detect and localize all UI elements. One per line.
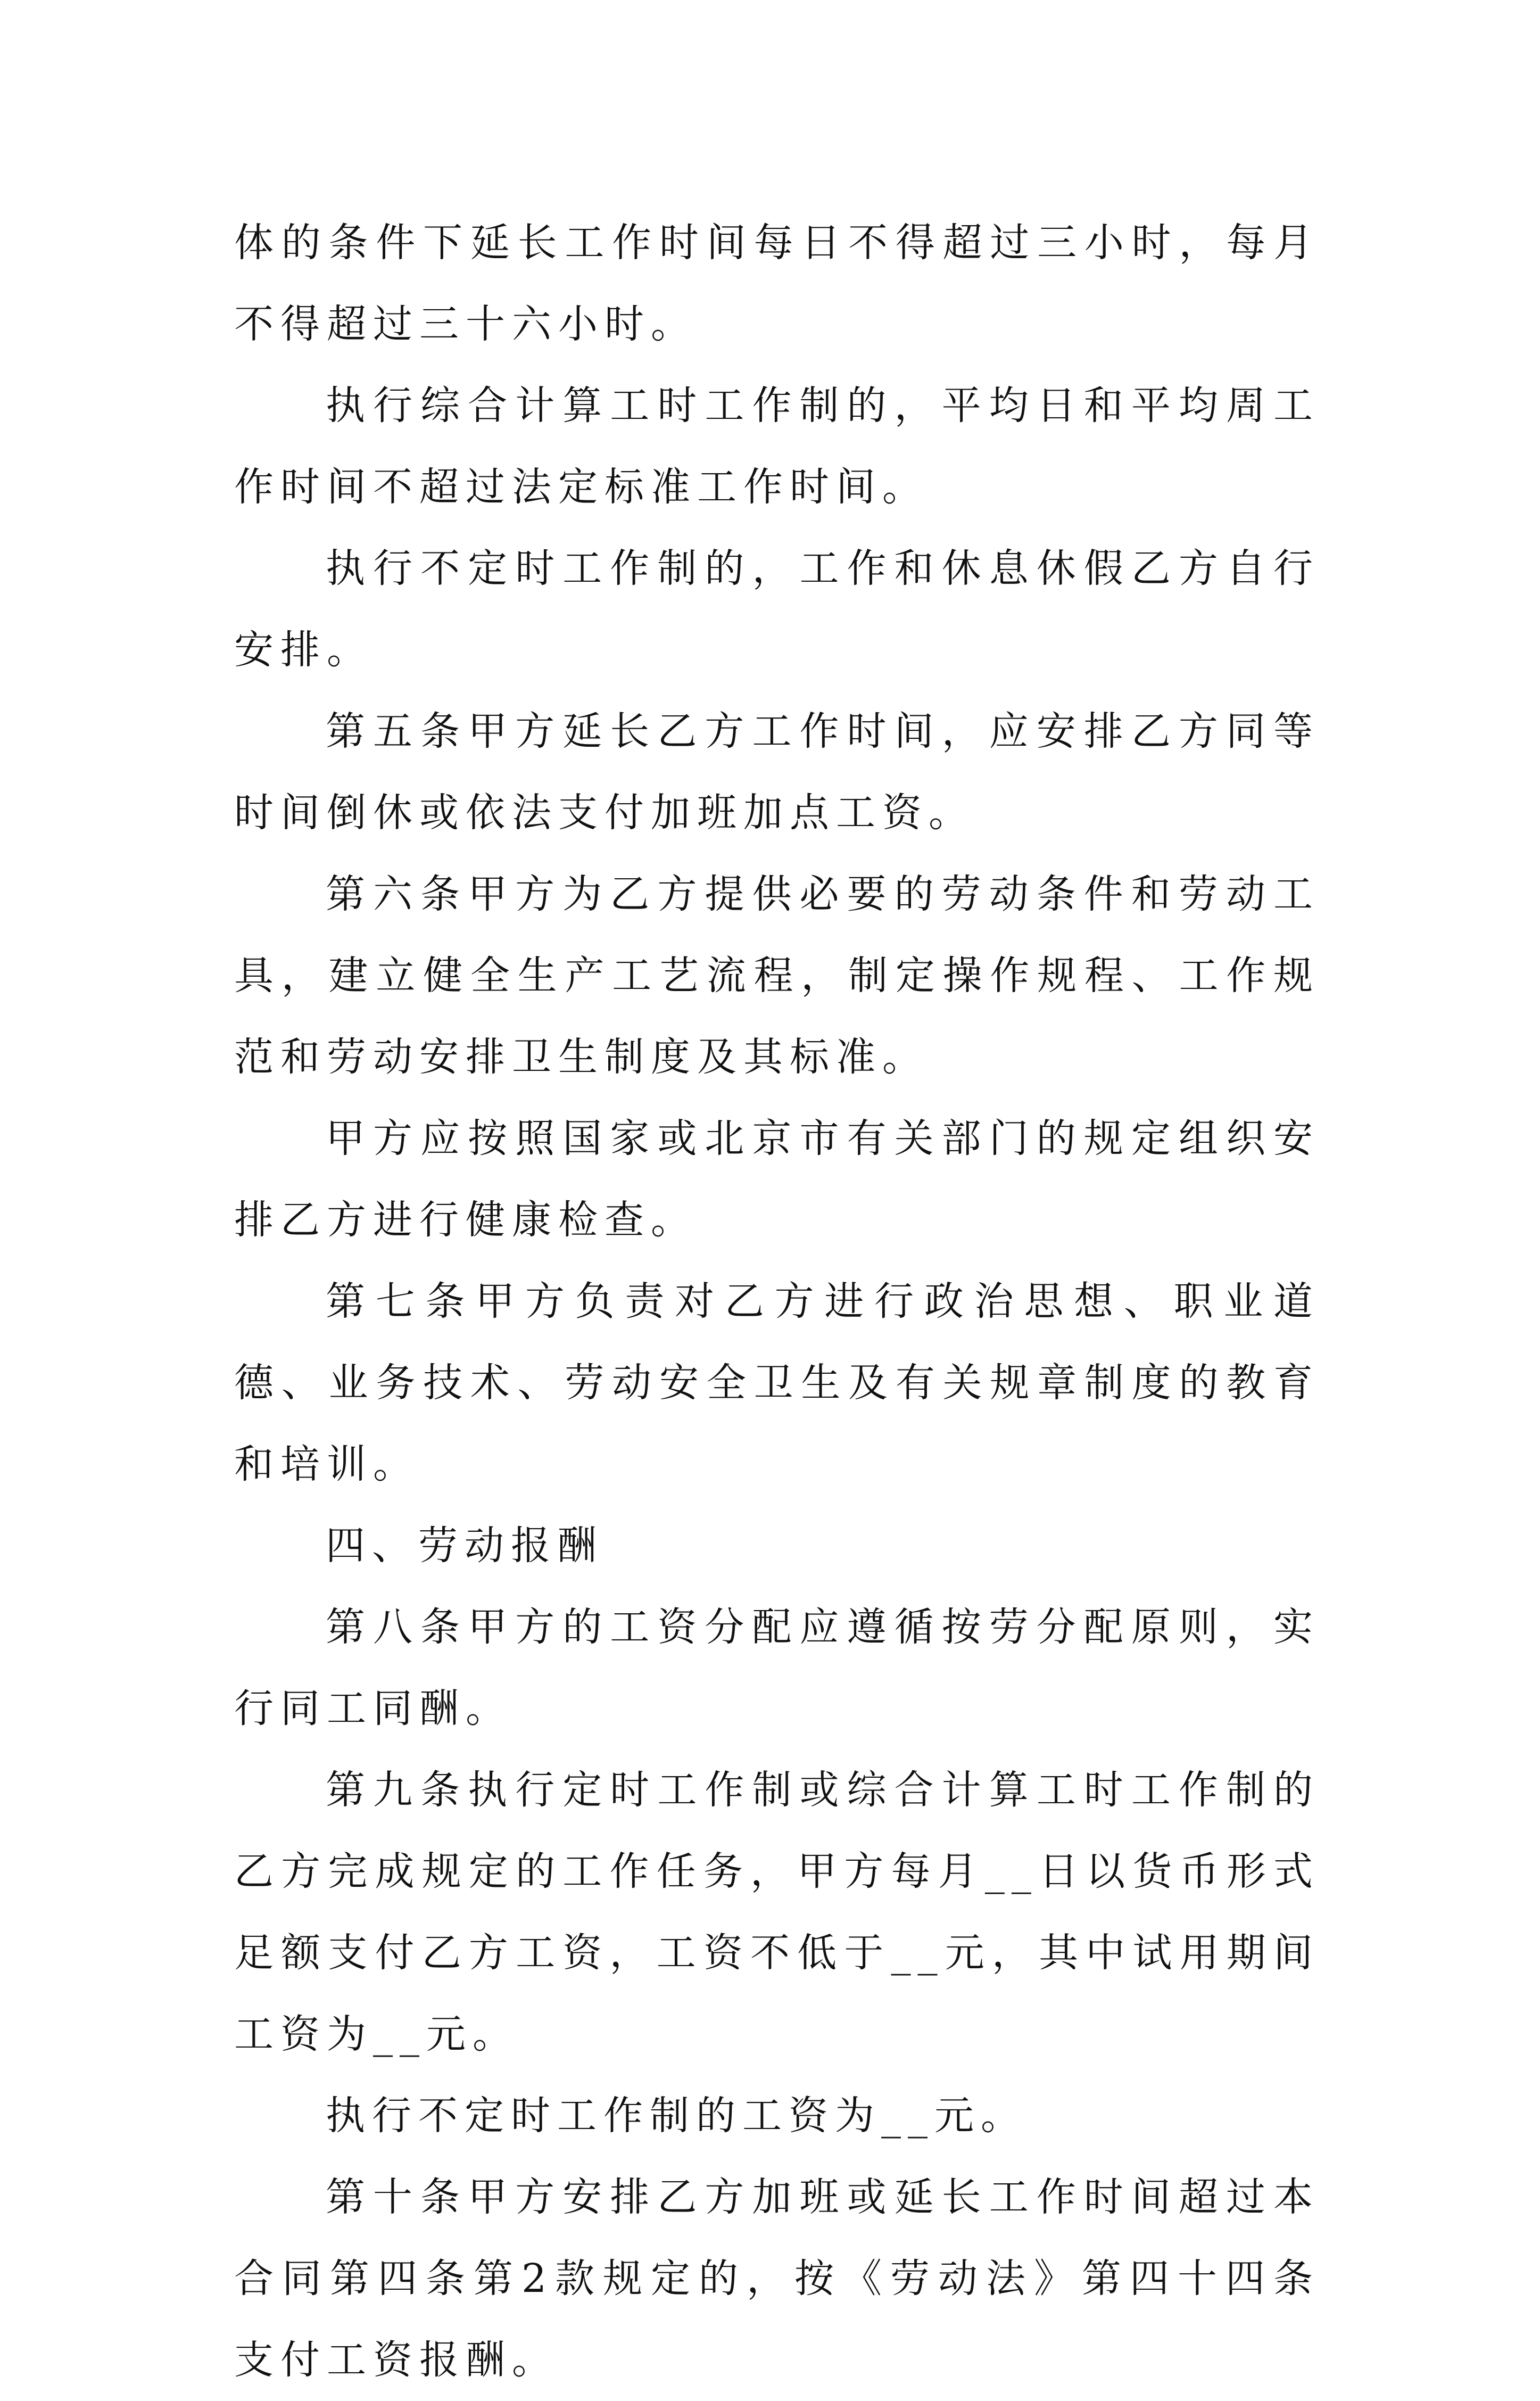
article-5: 第五条甲方延长乙方工作时间，应安排乙方同等时间倒休或依法支付加班加点工资。 <box>234 708 1320 836</box>
paragraph-flexible-hours: 执行不定时工作制的，工作和休息休假乙方自行安排。 <box>234 546 1320 673</box>
article-7: 第七条甲方负责对乙方进行政治思想、职业道德、业务技术、劳动安全卫生及有关规章制度的教育和培训。 <box>234 1278 1320 1487</box>
section-heading-remuneration: 四、劳动报酬 <box>326 1523 603 1569</box>
paragraph-health-check: 甲方应按照国家或北京市有关部门的规定组织安排乙方进行健康检查。 <box>234 1116 1320 1243</box>
paragraph-comprehensive-hours: 执行综合计算工时工作制的，平均日和平均周工作时间不超过法定标准工作时间。 <box>234 383 1320 510</box>
paragraph-flexible-wage: 执行不定时工作制的工资为__元。 <box>326 2093 1027 2139</box>
article-10: 第十条甲方安排乙方加班或延长工作时间超过本合同第四条第2款规定的，按《劳动法》第四十四条支付工资报酬。 <box>234 2174 1320 2383</box>
document-body <box>234 202 1320 2401</box>
article-9: 第九条执行定时工作制或综合计算工时工作制的乙方完成规定的工作任务，甲方每月__日以货币形式足额支付乙方工资，工资不低于__元，其中试用期间工资为__元。 <box>234 1767 1320 2057</box>
article-6: 第六条甲方为乙方提供必要的劳动条件和劳动工具，建立健全生产工艺流程，制定操作规程、工作规范和劳动安排卫生制度及其标准。 <box>234 871 1320 1080</box>
article-8: 第八条甲方的工资分配应遵循按劳分配原则，实行同工同酬。 <box>234 1604 1320 1731</box>
paragraph-continuation: 体的条件下延长工作时间每日不得超过三小时，每月不得超过三十六小时。 <box>234 220 1320 347</box>
